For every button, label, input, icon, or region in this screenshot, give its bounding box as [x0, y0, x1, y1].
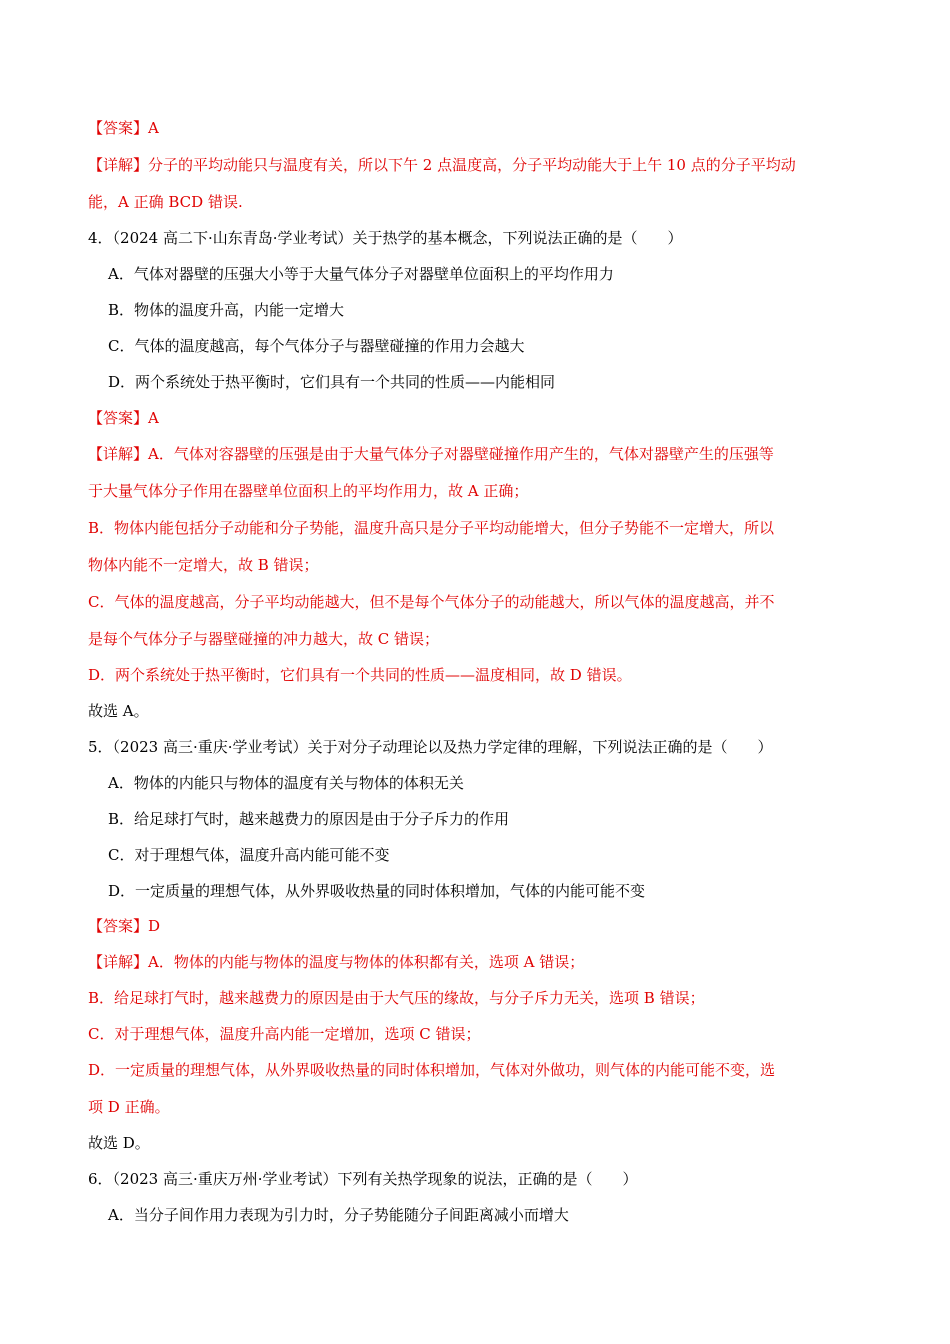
detail-line: 【详解】A．物体的内能与物体的温度与物体的体积都有关，选项 A 错误； — [88, 953, 585, 971]
conclusion: 故选 D。 — [88, 1134, 150, 1152]
option-d: D．两个系统处于热平衡时，它们具有一个共同的性质——内能相同 — [108, 373, 556, 391]
detail-line: B．给足球打气时，越来越费力的原因是由于大气压的缘故，与分子斥力无关，选项 B 错误； — [88, 989, 705, 1007]
detail-line: C．气体的温度越高，分子平均动能越大，但不是每个气体分子的动能越大，所以气体的温度越高，并不 — [88, 593, 775, 611]
option-b: B．物体的温度升高，内能一定增大 — [108, 301, 345, 319]
detail-line: 能，A 正确 BCD 错误. — [88, 193, 243, 211]
detail-line: 物体内能不一定增大，故 B 错误； — [88, 556, 319, 574]
conclusion: 故选 A。 — [88, 702, 149, 720]
detail-line: D．一定质量的理想气体，从外界吸收热量的同时体积增加，气体对外做功，则气体的内能可能不变，选 — [88, 1061, 776, 1079]
answer-label: 【答案】D — [88, 917, 161, 935]
option-a: A．当分子间作用力表现为引力时，分子势能随分子间距离减小而增大 — [108, 1206, 569, 1224]
option-c: C．对于理想气体，温度升高内能可能不变 — [108, 846, 390, 864]
detail-line: 项 D 正确。 — [88, 1098, 170, 1116]
detail-line: B．物体内能包括分子动能和分子势能，温度升高只是分子平均动能增大，但分子势能不一定增大，所以 — [88, 519, 775, 537]
detail-line: 是每个气体分子与器壁碰撞的冲力越大，故 C 错误； — [88, 630, 440, 648]
detail-line: C．对于理想气体，温度升高内能一定增加，选项 C 错误； — [88, 1025, 481, 1043]
detail-line: 【详解】分子的平均动能只与温度有关，所以下午 2 点温度高，分子平均动能大于上午 10 点的分子平均动 — [88, 156, 796, 174]
question-stem: 5．（2023 高三·重庆·学业考试）关于对分子动理论以及热力学定律的理解，下列说法正确的是（ ） — [88, 738, 773, 756]
detail-line: 【详解】A．气体对容器壁的压强是由于大量气体分子对器壁碰撞作用产生的，气体对器壁产生的压强等 — [88, 445, 774, 463]
option-a: A．物体的内能只与物体的温度有关与物体的体积无关 — [108, 774, 464, 792]
detail-line: D．两个系统处于热平衡时，它们具有一个共同的性质——温度相同，故 D 错误。 — [88, 666, 632, 684]
option-c: C．气体的温度越高，每个气体分子与器壁碰撞的作用力会越大 — [108, 337, 525, 355]
answer-label: 【答案】A — [88, 119, 159, 137]
question-stem: 4．（2024 高二下·山东青岛·学业考试）关于热学的基本概念，下列说法正确的是（ ） — [88, 229, 683, 247]
option-a: A．气体对器壁的压强大小等于大量气体分子对器壁单位面积上的平均作用力 — [108, 265, 614, 283]
option-b: B．给足球打气时，越来越费力的原因是由于分子斥力的作用 — [108, 810, 510, 828]
option-d: D．一定质量的理想气体，从外界吸收热量的同时体积增加，气体的内能可能不变 — [108, 882, 646, 900]
question-stem: 6．（2023 高三·重庆万州·学业考试）下列有关热学现象的说法，正确的是（ ） — [88, 1170, 638, 1188]
detail-line: 于大量气体分子作用在器壁单位面积上的平均作用力，故 A 正确； — [88, 482, 529, 500]
answer-label: 【答案】A — [88, 409, 159, 427]
